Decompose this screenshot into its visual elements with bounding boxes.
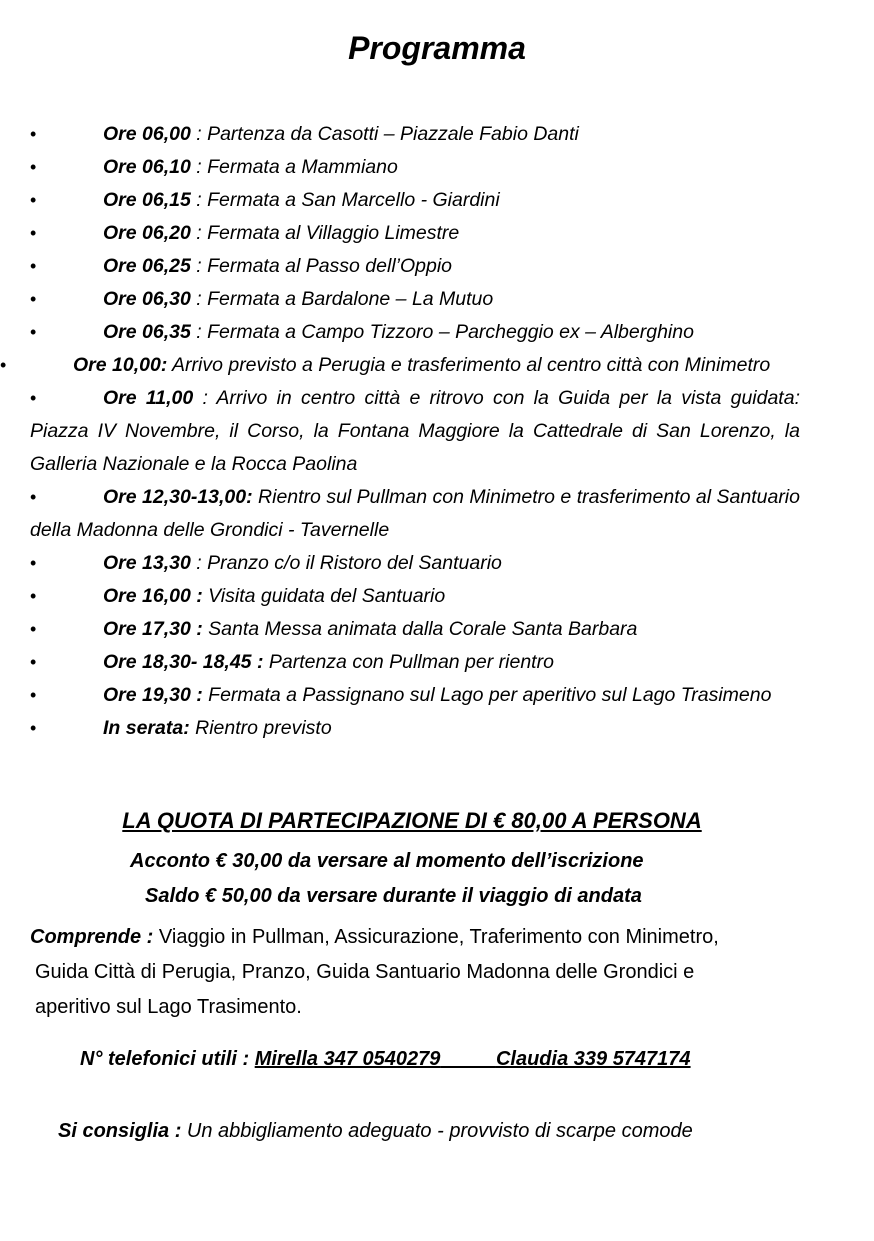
program-time: Ore 06,00 — [103, 123, 191, 145]
comprende-text: Viaggio in Pullman, Assicurazione, Traferimento con Minimetro, — [153, 926, 719, 948]
program-text: : Arrivo in centro città e ritrovo con la Guida per la vista guidata: Piazza IV Novembre, il Corso, la Fontana Maggiore la Cattedrale di San Lorenzo, la Galleria Nazionale e la Rocca Paolina — [30, 387, 800, 475]
program-item — [30, 613, 800, 646]
program-item — [30, 712, 800, 745]
comprende-label: Comprende : — [30, 926, 154, 948]
comprende-line — [30, 920, 830, 955]
program-time: Ore 11,00 — [103, 387, 194, 409]
saldo-text: Saldo € 50,00 da versare durante il viaggio di andata — [145, 885, 642, 907]
program-item — [30, 382, 800, 481]
bullet-icon: • — [30, 124, 37, 144]
acconto-text: Acconto € 30,00 da versare al momento dell’iscrizione — [130, 850, 644, 872]
program-item — [30, 547, 800, 580]
advice-line — [58, 1120, 693, 1143]
program-time: Ore 19,30 : — [103, 684, 203, 706]
program-text: Partenza con Pullman per rientro — [263, 651, 554, 673]
program-text: : Pranzo c/o il Ristoro del Santuario — [190, 552, 502, 574]
program-item — [30, 283, 800, 316]
advice-label: Si consiglia : — [58, 1120, 182, 1142]
comprende-block — [30, 920, 830, 1025]
program-text: Rientro previsto — [189, 717, 332, 739]
program-time: Ore 06,35 — [103, 321, 191, 343]
program-time: Ore 10,00: — [73, 354, 168, 376]
program-text: Arrivo previsto a Perugia e trasferimento al centro città con Minimetro — [167, 354, 771, 376]
program-time: Ore 12,30-13,00: — [103, 486, 253, 508]
program-text: : Fermata a Bardalone – La Mutuo — [190, 288, 494, 310]
program-text: Santa Messa animata dalla Corale Santa Barbara — [202, 618, 638, 640]
program-text: : Fermata a Mammiano — [190, 156, 398, 178]
program-time: Ore 13,30 — [103, 552, 191, 574]
program-time: Ore 18,30- 18,45 : — [103, 651, 264, 673]
bullet-icon: • — [0, 355, 7, 375]
program-item — [30, 679, 800, 712]
phone-numbers — [80, 1048, 691, 1071]
bullet-icon: • — [30, 223, 37, 243]
phone-contact-mirella: Mirella 347 0540279 — [254, 1048, 441, 1070]
bullet-icon: • — [30, 289, 37, 309]
program-time: Ore 06,15 — [103, 189, 191, 211]
program-text: Rientro sul Pullman con Minimetro e trasferimento al Santuario della Madonna delle Grondici - Tavernelle — [30, 486, 800, 541]
bullet-icon: • — [30, 619, 37, 639]
bullet-icon: • — [30, 190, 37, 210]
program-text: : Fermata a San Marcello - Giardini — [190, 189, 500, 211]
phone-gap — [440, 1048, 496, 1070]
program-item — [30, 646, 800, 679]
program-list — [0, 118, 800, 745]
program-item — [30, 250, 800, 283]
bullet-icon: • — [30, 322, 37, 342]
bullet-icon: • — [30, 586, 37, 606]
page-title: Programma — [348, 30, 526, 66]
program-time: Ore 16,00 : — [103, 585, 203, 607]
quota-heading: LA QUOTA DI PARTECIPAZIONE DI € 80,00 A PERSONA — [122, 808, 702, 833]
program-time: Ore 06,25 — [103, 255, 191, 277]
advice-text: Un abbigliamento adeguato - provvisto di scarpe comode — [181, 1120, 693, 1142]
program-item — [30, 151, 800, 184]
bullet-icon: • — [30, 487, 37, 507]
program-item — [30, 481, 800, 547]
bullet-icon: • — [30, 553, 37, 573]
program-time: Ore 17,30 : — [103, 618, 203, 640]
bullet-icon: • — [30, 652, 37, 672]
program-item — [30, 580, 800, 613]
comprende-line: aperitivo sul Lago Trasimento. — [35, 996, 302, 1018]
program-item — [30, 316, 800, 349]
phone-contact-claudia: Claudia 339 5747174 — [495, 1048, 691, 1070]
program-text: Fermata a Passignano sul Lago per aperitivo sul Lago Trasimeno — [202, 684, 772, 706]
bullet-icon: • — [30, 388, 37, 408]
program-text: Visita guidata del Santuario — [202, 585, 446, 607]
program-text: : Partenza da Casotti – Piazzale Fabio Danti — [190, 123, 579, 145]
bullet-icon: • — [30, 685, 37, 705]
program-time: Ore 06,30 — [103, 288, 191, 310]
program-text: : Fermata al Villaggio Limestre — [190, 222, 460, 244]
program-item — [0, 349, 800, 382]
program-item — [30, 118, 800, 151]
comprende-line: Guida Città di Perugia, Pranzo, Guida Santuario Madonna delle Grondici e — [35, 961, 695, 983]
program-time: Ore 06,20 — [103, 222, 191, 244]
bullet-icon: • — [30, 718, 37, 738]
program-text: : Fermata al Passo dell’Oppio — [190, 255, 453, 277]
program-time: Ore 06,10 — [103, 156, 191, 178]
program-item — [30, 184, 800, 217]
bullet-icon: • — [30, 157, 37, 177]
program-item — [30, 217, 800, 250]
phones-label: N° telefonici utili : — [80, 1048, 250, 1070]
bullet-icon: • — [30, 256, 37, 276]
program-time: In serata: — [103, 717, 190, 739]
program-text: : Fermata a Campo Tizzoro – Parcheggio ex – Alberghino — [190, 321, 694, 343]
